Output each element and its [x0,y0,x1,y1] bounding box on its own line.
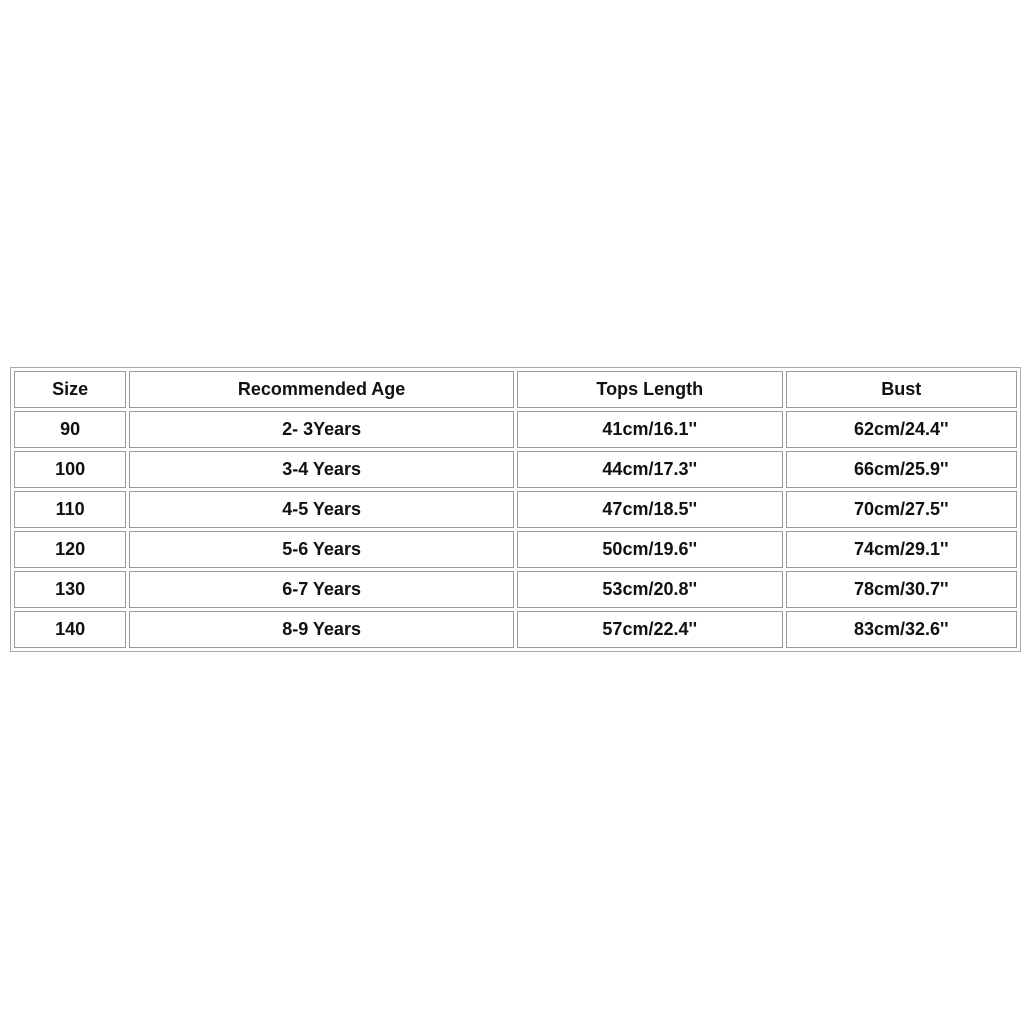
cell-tops-length: 57cm/22.4'' [517,611,783,648]
table-row [14,611,1017,648]
cell-size: 140 [14,611,126,648]
cell-size: 100 [14,451,126,488]
table-row [14,451,1017,488]
cell-tops-length: 50cm/19.6'' [517,531,783,568]
header-bust: Bust [786,371,1017,408]
cell-tops-length: 44cm/17.3'' [517,451,783,488]
table-row [14,571,1017,608]
cell-size: 90 [14,411,126,448]
cell-size: 130 [14,571,126,608]
cell-tops-length: 53cm/20.8'' [517,571,783,608]
cell-bust: 74cm/29.1'' [786,531,1017,568]
cell-bust: 66cm/25.9'' [786,451,1017,488]
cell-recommended-age: 6-7 Years [129,571,514,608]
cell-recommended-age: 4-5 Years [129,491,514,528]
table-row [14,491,1017,528]
cell-bust: 70cm/27.5'' [786,491,1017,528]
cell-tops-length: 47cm/18.5'' [517,491,783,528]
cell-bust: 78cm/30.7'' [786,571,1017,608]
cell-bust: 83cm/32.6'' [786,611,1017,648]
cell-recommended-age: 8-9 Years [129,611,514,648]
table-row [14,411,1017,448]
size-chart-table [10,367,1021,652]
cell-tops-length: 41cm/16.1'' [517,411,783,448]
cell-recommended-age: 2- 3Years [129,411,514,448]
header-size: Size [14,371,126,408]
cell-size: 120 [14,531,126,568]
table-row [14,531,1017,568]
cell-bust: 62cm/24.4'' [786,411,1017,448]
cell-size: 110 [14,491,126,528]
header-recommended-age: Recommended Age [129,371,514,408]
cell-recommended-age: 5-6 Years [129,531,514,568]
cell-recommended-age: 3-4 Years [129,451,514,488]
header-tops-length: Tops Length [517,371,783,408]
table-header-row [14,371,1017,408]
